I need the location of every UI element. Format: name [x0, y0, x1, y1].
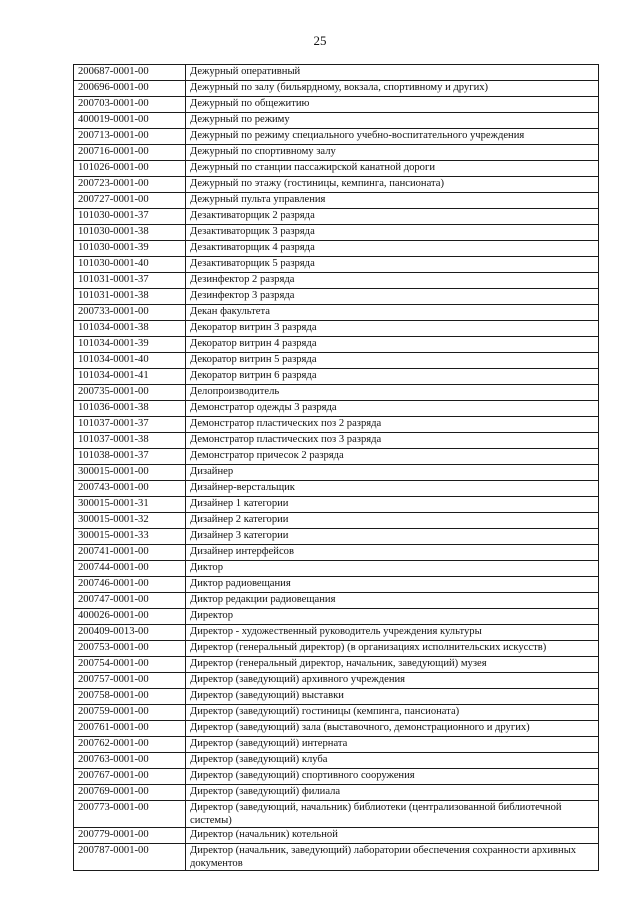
table-row	[74, 289, 599, 305]
position-code: 200767-0001-00	[74, 769, 186, 785]
position-title: Демонстратор пластических поз 2 разряда	[186, 417, 599, 433]
position-code: 101030-0001-38	[74, 225, 186, 241]
table-row	[74, 97, 599, 113]
position-title: Директор (заведующий) гостиницы (кемпинга, пансионата)	[186, 705, 599, 721]
table-row	[74, 705, 599, 721]
table-row	[74, 828, 599, 844]
position-title: Дежурный пульта управления	[186, 193, 599, 209]
table-row	[74, 545, 599, 561]
position-title: Декан факультета	[186, 305, 599, 321]
position-title: Директор (заведующий) спортивного сооружения	[186, 769, 599, 785]
table-row	[74, 81, 599, 97]
position-code: 200696-0001-00	[74, 81, 186, 97]
position-code: 200723-0001-00	[74, 177, 186, 193]
position-code: 101034-0001-41	[74, 369, 186, 385]
position-code: 200687-0001-00	[74, 65, 186, 81]
table-row	[74, 465, 599, 481]
position-code: 200741-0001-00	[74, 545, 186, 561]
position-title: Дизайнер интерфейсов	[186, 545, 599, 561]
position-title: Директор (начальник) котельной	[186, 828, 599, 844]
table-row	[74, 385, 599, 401]
position-code: 200746-0001-00	[74, 577, 186, 593]
position-code: 200743-0001-00	[74, 481, 186, 497]
position-code: 200762-0001-00	[74, 737, 186, 753]
position-title: Директор (заведующий) филиала	[186, 785, 599, 801]
position-title: Дизайнер	[186, 465, 599, 481]
table-row	[74, 785, 599, 801]
position-title: Декоратор витрин 5 разряда	[186, 353, 599, 369]
position-title: Демонстратор одежды 3 разряда	[186, 401, 599, 417]
table-row	[74, 609, 599, 625]
position-title: Делопроизводитель	[186, 385, 599, 401]
position-code: 101030-0001-39	[74, 241, 186, 257]
position-title: Дезактиваторщик 2 разряда	[186, 209, 599, 225]
table-row	[74, 417, 599, 433]
position-code: 101037-0001-37	[74, 417, 186, 433]
position-title: Дежурный по залу (бильярдному, вокзала, спортивному и других)	[186, 81, 599, 97]
table-row	[74, 641, 599, 657]
table-row	[74, 193, 599, 209]
table-row	[74, 577, 599, 593]
table-row	[74, 844, 599, 871]
position-title: Директор (заведующий) интерната	[186, 737, 599, 753]
table-row	[74, 209, 599, 225]
position-title: Директор (заведующий) архивного учреждения	[186, 673, 599, 689]
position-code: 200716-0001-00	[74, 145, 186, 161]
position-code: 200713-0001-00	[74, 129, 186, 145]
position-title: Директор (заведующий, начальник) библиотеки (централизованной библиотечной системы)	[186, 801, 599, 828]
position-title: Дежурный оперативный	[186, 65, 599, 81]
position-code: 200769-0001-00	[74, 785, 186, 801]
position-code: 101030-0001-40	[74, 257, 186, 273]
table-row	[74, 129, 599, 145]
position-title: Декоратор витрин 6 разряда	[186, 369, 599, 385]
table-row	[74, 305, 599, 321]
table-row	[74, 721, 599, 737]
position-code: 200761-0001-00	[74, 721, 186, 737]
position-title: Директор (заведующий) зала (выставочного, демонстрационного и других)	[186, 721, 599, 737]
table-row	[74, 625, 599, 641]
table-row	[74, 353, 599, 369]
table-row	[74, 161, 599, 177]
position-title: Дезактиваторщик 3 разряда	[186, 225, 599, 241]
table-row	[74, 657, 599, 673]
position-code: 101038-0001-37	[74, 449, 186, 465]
position-code: 200759-0001-00	[74, 705, 186, 721]
position-title: Дезинфектор 2 разряда	[186, 273, 599, 289]
position-code: 200733-0001-00	[74, 305, 186, 321]
position-title: Директор (генеральный директор, начальник, заведующий) музея	[186, 657, 599, 673]
table-row	[74, 241, 599, 257]
position-code: 200763-0001-00	[74, 753, 186, 769]
table-row	[74, 753, 599, 769]
position-code: 300015-0001-32	[74, 513, 186, 529]
position-code: 200409-0013-00	[74, 625, 186, 641]
position-code: 400026-0001-00	[74, 609, 186, 625]
position-title: Дезактиваторщик 4 разряда	[186, 241, 599, 257]
position-title: Дежурный по этажу (гостиницы, кемпинга, пансионата)	[186, 177, 599, 193]
position-code: 200703-0001-00	[74, 97, 186, 113]
position-code: 101026-0001-00	[74, 161, 186, 177]
position-code: 101037-0001-38	[74, 433, 186, 449]
positions-table	[73, 64, 599, 871]
position-code: 200735-0001-00	[74, 385, 186, 401]
table-row	[74, 145, 599, 161]
position-code: 101034-0001-38	[74, 321, 186, 337]
position-title: Диктор	[186, 561, 599, 577]
position-title: Дежурный по спортивному залу	[186, 145, 599, 161]
position-title: Дежурный по общежитию	[186, 97, 599, 113]
position-title: Дизайнер 3 категории	[186, 529, 599, 545]
position-code: 300015-0001-33	[74, 529, 186, 545]
table-row	[74, 369, 599, 385]
table-row	[74, 257, 599, 273]
position-code: 200779-0001-00	[74, 828, 186, 844]
table-row	[74, 689, 599, 705]
table-row	[74, 273, 599, 289]
position-code: 200727-0001-00	[74, 193, 186, 209]
position-title: Дежурный по режиму специального учебно-воспитательного учреждения	[186, 129, 599, 145]
position-title: Директор (заведующий) клуба	[186, 753, 599, 769]
position-code: 300015-0001-31	[74, 497, 186, 513]
position-code: 200773-0001-00	[74, 801, 186, 828]
position-code: 200744-0001-00	[74, 561, 186, 577]
position-code: 101034-0001-40	[74, 353, 186, 369]
position-code: 400019-0001-00	[74, 113, 186, 129]
table-row	[74, 225, 599, 241]
position-title: Директор (начальник, заведующий) лаборатории обеспечения сохранности архивных документов	[186, 844, 599, 871]
table-row	[74, 449, 599, 465]
position-title: Демонстратор причесок 2 разряда	[186, 449, 599, 465]
position-code: 200747-0001-00	[74, 593, 186, 609]
position-title: Директор - художественный руководитель учреждения культуры	[186, 625, 599, 641]
position-code: 300015-0001-00	[74, 465, 186, 481]
position-code: 200753-0001-00	[74, 641, 186, 657]
position-title: Диктор редакции радиовещания	[186, 593, 599, 609]
position-title: Дизайнер-верстальщик	[186, 481, 599, 497]
position-code: 200757-0001-00	[74, 673, 186, 689]
table-row	[74, 673, 599, 689]
table-row	[74, 401, 599, 417]
position-title: Дезинфектор 3 разряда	[186, 289, 599, 305]
position-code: 101030-0001-37	[74, 209, 186, 225]
position-title: Директор	[186, 609, 599, 625]
table-row	[74, 801, 599, 828]
position-title: Дизайнер 2 категории	[186, 513, 599, 529]
position-code: 200758-0001-00	[74, 689, 186, 705]
table-row	[74, 113, 599, 129]
position-title: Декоратор витрин 3 разряда	[186, 321, 599, 337]
table-row	[74, 593, 599, 609]
positions-table-body	[74, 65, 599, 871]
position-title: Директор (заведующий) выставки	[186, 689, 599, 705]
position-title: Дежурный по станции пассажирской канатной дороги	[186, 161, 599, 177]
table-row	[74, 513, 599, 529]
position-title: Дежурный по режиму	[186, 113, 599, 129]
position-code: 101036-0001-38	[74, 401, 186, 417]
table-row	[74, 737, 599, 753]
position-title: Директор (генеральный директор) (в организациях исполнительских искусств)	[186, 641, 599, 657]
position-title: Дизайнер 1 категории	[186, 497, 599, 513]
table-row	[74, 177, 599, 193]
position-title: Дезактиваторщик 5 разряда	[186, 257, 599, 273]
table-row	[74, 529, 599, 545]
position-code: 200754-0001-00	[74, 657, 186, 673]
page-number: 25	[313, 33, 327, 48]
position-title: Диктор радиовещания	[186, 577, 599, 593]
position-code: 200787-0001-00	[74, 844, 186, 871]
position-code: 101031-0001-37	[74, 273, 186, 289]
table-row	[74, 337, 599, 353]
table-row	[74, 65, 599, 81]
table-row	[74, 433, 599, 449]
position-title: Демонстратор пластических поз 3 разряда	[186, 433, 599, 449]
position-code: 101034-0001-39	[74, 337, 186, 353]
table-row	[74, 481, 599, 497]
position-code: 101031-0001-38	[74, 289, 186, 305]
table-row	[74, 769, 599, 785]
position-title: Декоратор витрин 4 разряда	[186, 337, 599, 353]
table-row	[74, 321, 599, 337]
table-row	[74, 497, 599, 513]
table-row	[74, 561, 599, 577]
